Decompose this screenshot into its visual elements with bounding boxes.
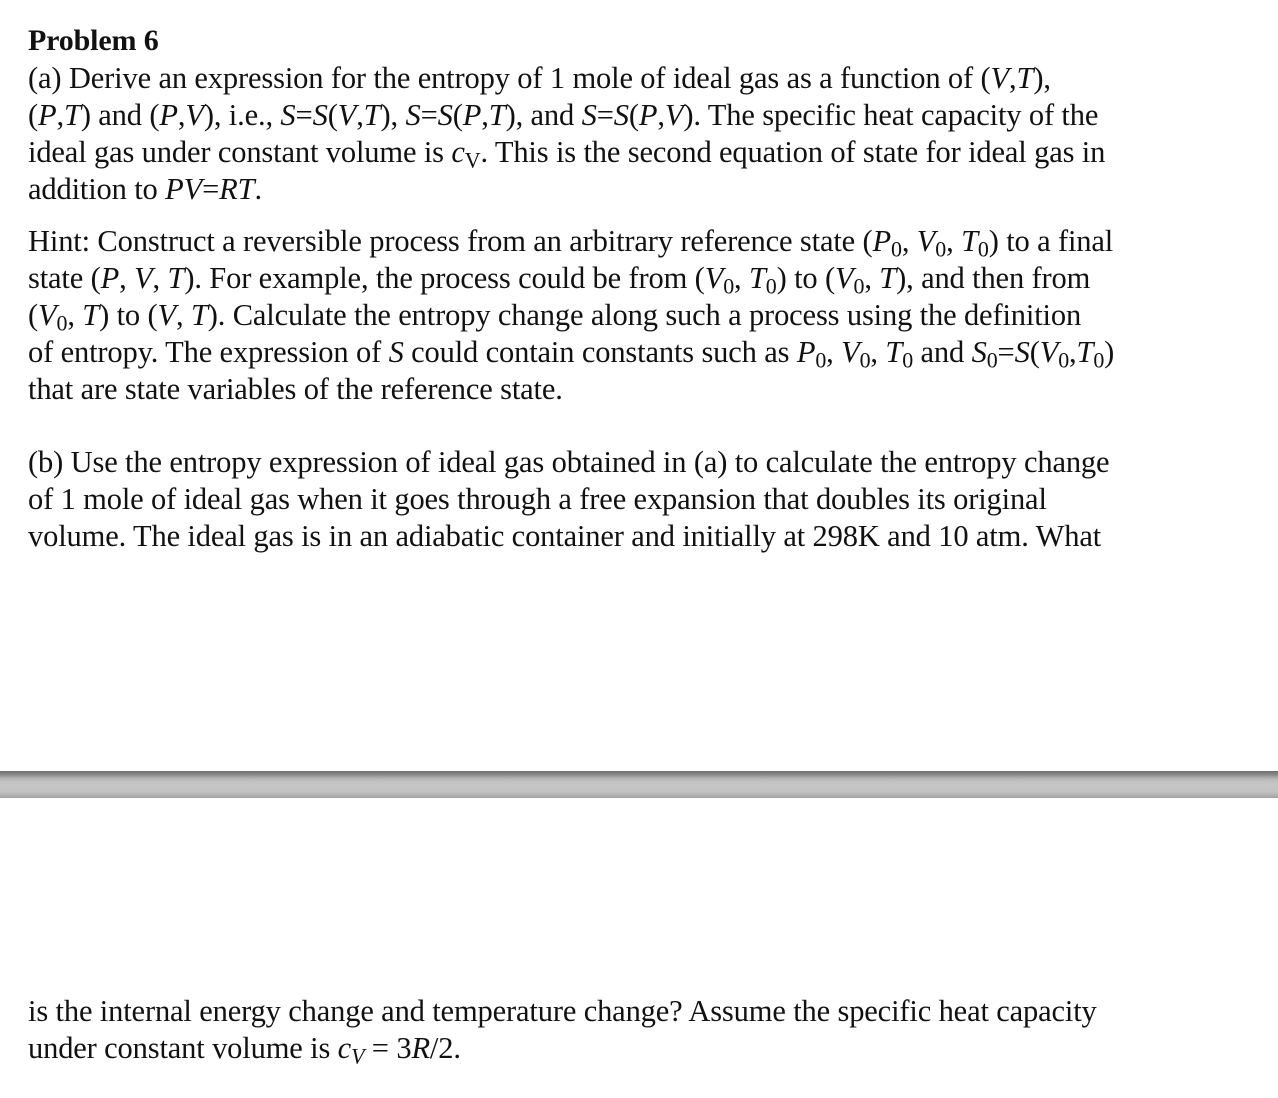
hint-line-5: that are state variables of the reference state. xyxy=(28,372,563,406)
part-b-paragraph xyxy=(28,444,1258,555)
hint-line-2: state (P, V, T). For example, the process could be from ($V_0$, $T_0$) to ($V_0$, T), and then from xyxy=(28,261,1091,299)
part-a-line-3: ideal gas under constant volume is $c_V$. This is the second equation of state for ideal gas in xyxy=(28,135,1106,173)
part-a-line-1: (a) Derive an expression for the entropy of 1 mole of ideal gas as a function of (V,T), xyxy=(28,61,1051,95)
hint-line-4: of entropy. The expression of S could contain constants such as $P_0$, $V_0$, $T_0$ and $S_0=S(V_0,T_0)$ xyxy=(28,335,1115,373)
hint-line-1: Hint: Construct a reversible process from an arbitrary reference state ($P_0$, $V_0$, $T_0$) to a final xyxy=(28,224,1114,262)
part-b-line-4: is the internal energy change and temperature change? Assume the specific heat capacity xyxy=(28,994,1097,1028)
page-separator xyxy=(0,771,1278,798)
hint-line-3: ($V_0$, T) to (V, T). Calculate the entropy change along such a process using the definition xyxy=(28,298,1082,336)
part-a-line-4: addition to PV=RT. xyxy=(28,172,262,206)
part-a-line-2: (P,T) and (P,V), i.e., S=S(V,T), S=S(P,T), and S=S(P,V). The specific heat capacity of the xyxy=(28,98,1099,132)
part-b-label: (b) xyxy=(28,445,64,479)
hint-paragraph xyxy=(28,223,1258,408)
part-b-line-3: volume. The ideal gas is in an adiabatic container and initially at 298K and 10 atm. What xyxy=(28,519,1102,553)
problem-title: Problem 6 xyxy=(28,24,159,57)
part-b-line-2: of 1 mole of ideal gas when it goes through a free expansion that doubles its original xyxy=(28,482,1047,516)
part-b-line-1: (b) Use the entropy expression of ideal gas obtained in (a) to calculate the entropy change xyxy=(28,445,1110,479)
part-a-label: (a) xyxy=(28,61,62,95)
part-b-continued-paragraph xyxy=(28,993,1258,1067)
part-b-line-5: under constant volume is $c_V = 3R/2$. xyxy=(28,1031,461,1069)
part-a-paragraph xyxy=(28,60,1258,208)
